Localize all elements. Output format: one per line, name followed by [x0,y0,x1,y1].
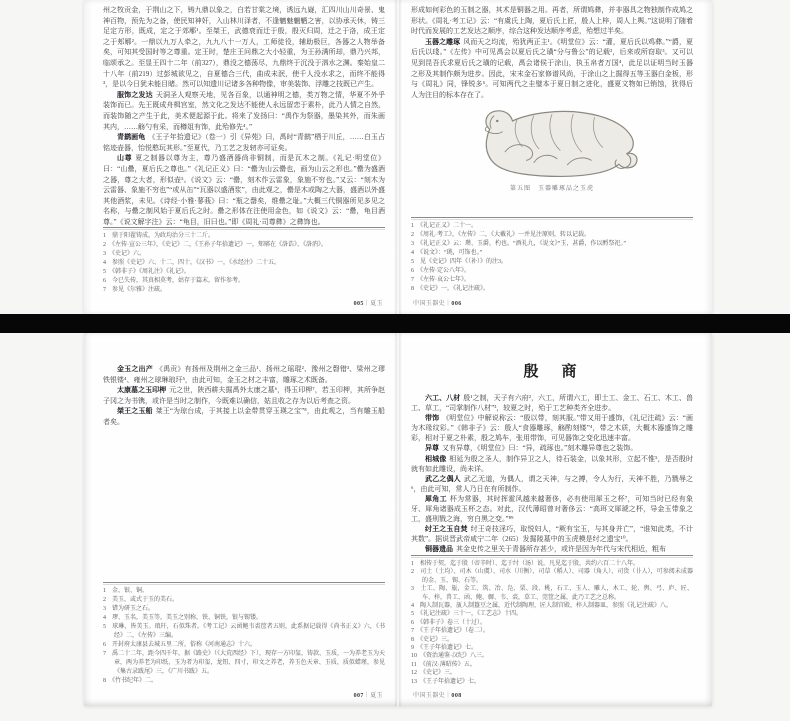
body-paragraph-list [103,364,385,428]
footnote-block [411,555,693,686]
paragraph-text: 桀王“为琼台成，于其接上以金带贯穿玉瑛之宝”⁸，由此观之，当有雕玉船者矣。 [103,407,386,426]
photo-separator-band [0,314,790,333]
paragraph-lead: 相城像 [425,454,447,463]
body-paragraph [411,544,693,554]
footnote: 4 璆、玉名，美玉等，美玉之别称，铁、铜铁，银与锡镂。 [103,615,263,621]
body-paragraph [103,406,385,427]
page-footer [354,690,383,699]
tiger-figure [411,105,693,192]
body-paragraph-list [103,90,385,228]
book-title: 中国玉器史 [413,301,446,307]
chapter-heading: 殷 商 [523,364,581,380]
paragraph-text: 元之世，陕西耕夫掘禹外太康之墓⁶，得玉印柙⁷，若玉印柙，其所争赵子冈之为书镌，或许是当时之制作，今既难以确信，姑且收之存为以后考查之资。 [103,386,386,405]
page-number: 005 [353,301,364,307]
footer-separator: ｜ [363,693,371,699]
footnote: 6 《韩非子》卷三（十过）。 [411,619,487,626]
page-footer [413,298,462,307]
page-number: 006 [451,301,462,307]
paragraph-text: 《王子年拾遗记》（卷一）引《异苑》曰，禹时“青鹚”栖于川丘，……白玉占铭迹壶器，怡悦憨玩其形。”至夏代，乃工艺之发轫亦可证矣。 [103,133,385,152]
footnote: 2 《左传·宣公三年》，《史记》二，《王孙子年拾遗记》一，郏鄏在《洛诰》、《洛汭》。 [103,242,327,249]
body-paragraph [411,443,693,453]
paragraph-lead: 太康墓之玉印柙 [117,386,167,395]
paragraph-text: 夏之制器以尊为主，尊乃盛酒器尚非铜制，而是瓦木之制。《礼记·明堂位》曰：“山罍，夏后氏之尊也。”《礼记正义》曰：“罍为山云罍也，画为山云之形也。”罍为盛酒之器，尊之大者，形似壶⁵。《说文》云：“罍，刻木作云雷象，象施不穷也。”又云：“刻木为云雷器、象施不穷也”“或从缶”“瓦器以盛酒浆”，由此观之，罍是木或陶之大器，盛酒以外盛其他酒浆，未见。《诗经·小雅·蓼莪》曰：“瓶之罄矣，维罍之耻。”大概三代铜器所见多见之名称，与罍之制风始于夏后氏之时。罍之形体在注使用金色，如《说文》云：“罍，龟目酒尊。”《说文解字注》云：“龟目，旧曰也。”即《周礼·司尊彝》之彝饰也。 [103,154,385,226]
paragraph-lead: 异尊 [425,444,439,453]
paragraph-text: 风而天之均流，殆犹两正主¹。《明堂位》云：“灌，夏后氏以鸡彝。”“爵，夏后氏以琖。”《左传》中可见禹会以夏后氏之璜“分与鲁公”的记载²，后来或所窃取³。又可以见到昆吾氏求夏后氏之璜的记载，禹会诸侯于涂山，执玉帛者万国⁴，此足以证明当时玉器之形及其制作颇为进步。因此，宋末金石家修谱风尚，于涂山之上掘得五等玉器白金板，形与《周礼》同，锋锐多⁵。可知两代之圭璧本于夏日制之进化，盛夏文物如已销蚀，犹得后人为注目的标本存在了。 [411,37,693,99]
footnote: 7 《王子年拾遗记》（卷二）。 [411,628,490,635]
blank-space [103,428,385,548]
footnote: 10 《资治通鉴·汉纪》八三。 [411,653,488,660]
footnote: 12 《史记》三。 [411,670,457,677]
page-footer [413,690,462,699]
footnote: 1 鼎于阳翟铸成，为政均治分三十二斤。 [103,233,215,240]
paragraph-text: 武乙无道，为偶人，谓之天神，与之搏，令人为行，天神不胜，乃戮辱之⁶，由此可知，常人乃日在有所制作。 [411,474,694,493]
book-spread-bottom [84,333,712,706]
footnote: 4 参照《史记》六、十二，四十，《汉书》一，《水经注》二十五。 [103,260,281,267]
footnote-block [411,217,693,294]
footnote: 3 土工、陶、瓬，金工、筑、冶、凫、栗、段、桃，石工、玉人、雕人，木工、轮、舆、弓、庐、匠、车、梓，兽工、函、鲍、韗、韦、裘，草工、莞筐之属，此乃工艺之总称。 [411,586,693,601]
paragraph-lead: 金玉之出产 [117,365,153,373]
paragraph-text: 《禹贡》有扬州及荆州之金三品¹、扬州之瑶琨²、豫州之磬错³、梁州之璆铁银镂⁴、雍州之球琳琅玕⁵，由此可知，金玉之材之丰富，雕琢之术既备。 [103,365,386,384]
page-bottom-left [84,333,398,706]
body-paragraph: 州之牧贡金，于荆山之下，铸九鼎以象之，白若甘棠之境，诱远九嶷，汇四川山川奇景、鬼神百物，预先为之备，使民知神奸，入山林川泽者，不逢魑魅魍魉之害，以协承天休，铸三足定方形，既成，定之于郊鄏¹。至桀王，武德衰而迁于殷，殷灭归周，迁之于洛，成王定之于郏鄏²。一鼎以九万人牵之，九九八十一万人，工师徒役，辅助极巨，各器之人物举备矣，可知其受国时等之尊重。定王时，楚庄王问鼎之大小轻重，为王孙满所却，鼎乃兴邦，临颂承之。至显王四十二年（前327），鼎没之德荡尽，九鼎终于沉没于泗水之渊。秦始皇二十八年（前219）过彭城欲见之，自夏德合三代，曲成未泯，使千人没水求之，而终不能得³，是以今日犹未能目睹。然可以知遗川记诸多各种物像，审美装饰、浮雕之技既已产生。 [103,6,385,89]
body-paragraph [411,494,693,524]
footnote: 7 参见《尔雅》注疏。 [103,287,167,294]
footnote: 2 美玉，或式于玉的美石。 [103,597,179,603]
footnote: 3 《礼记正义》云：瓒、玉爵，杓也。“酒礼九，《说文》”玉，甚爵，作以酹祭祀。” [411,241,626,247]
body-paragraph [411,474,693,494]
paragraph-lead: 铜器遗品 [425,545,453,554]
paragraph-text: 相延为殷之圣人，制作异卫之人，待石装金，以象其形，立起不惟⁵，是否殷时就有如此雕设，尚未详。 [411,454,693,473]
paragraph-text: 殷¹之制，天子有六府²，六工，所谓六工，即土工、金工、石工、木工、兽工、草工，“司掌制作八材”³，较夏之时，殆于工艺种类齐全进步。 [411,394,694,413]
footnote: 11 《前汉·薄昭传》五。 [411,661,476,668]
footnote: 9 《王子年拾遗记》七。 [411,644,478,651]
figure-caption: 第五图 玉器雕琢品之玉虎 [509,186,594,193]
footnote: 6 今已失传，其真相莫考，姑存于篇末，留作参考。 [103,278,245,285]
body-paragraph [103,90,385,132]
paragraph-lead: 犀角工 [425,494,447,503]
page-bottom-right [398,333,712,706]
body-paragraph [411,413,693,443]
footnote: 5 《韩非子》《周礼注》《礼记》。 [103,269,191,276]
page-top-right [398,0,712,314]
footnote: 1 《礼记正义》二十一。 [411,223,478,229]
body-paragraph [411,454,693,474]
page-number: 007 [353,693,364,699]
paragraph-lead: 六工、八材 [425,394,461,402]
footnote-block [103,582,385,686]
footnote: 7 禹二十二年，距今四千年，据《路史》（《大荒西经》下），现存一方印玺，铸款、玉质，一为养老玉为天章，两为养老为印纸，玉为者为印玺，龙钮、四寸，印文之养老，养玉色天章、玉质，质似蜡瑾，参见《集古录跋尾》三，《广川书跋》五。 [103,651,386,675]
paragraph-text: 又有异尊，《明堂位》曰：“异，疏琢也。”刻木雕异尊也之装饰。 [442,444,638,453]
paragraph-text: 其金史传之里关于青器所存甚少，或许是因为年代与宋代相近，粗布 [456,545,666,554]
footnote: 2 《周礼·考工》，《左传》二，《大戴礼》一并见注原则，转以记载。 [411,232,590,238]
body-paragraph [103,385,385,406]
body-paragraph [103,153,385,227]
body-paragraph: 形成如何彩色的玉制之器，其术是铜器之用。再者，所谓鸠彝，并非器具之物独制作成鸠之形状。《周礼·考工记》云：“有虞氏上陶，夏后氏上匠，殷人上梓，周人上舆。”这说明了随着时代而发展的工艺发达之顺序，综合这种发达顺序考虑，殆想过半矣。 [411,6,693,36]
paragraph-text: 天洞圣人观察天地，见各百象，以通神明之德，类万物之情，华夏不外乎装饰而已。先王既成舟楫宫室，然文化之发达不能使人永远留恋于素朴，此乃人情之自然，而装饰随之产生于此，美术便起源于此。将来了发扬曰：“禹作为祭器，墨染其外，而朱画其内，……觞勺有采，而樽俎有饰，此殆修先⁴。” [103,90,386,131]
paragraph-lead: 青鹚画龟 [117,133,146,142]
footnote: 1 相传于契，迄于殷（帝辛时）、迄于纣（汤）说，凡见迄于殷，共约六百二十八年。 [411,560,640,567]
body-paragraph [411,524,693,544]
footnote: 5 见《史记》四年《（补）》的注3。 [411,259,508,265]
footnote: 7 《左传·哀公七年》。 [411,277,470,283]
paragraph-lead: 山尊 [117,154,133,163]
paragraph-lead: 武乙之偶人 [425,474,461,483]
footnote: 6 开封府太康县去城五里二所，俗称《河南通志》十六。 [103,642,257,648]
footnote: 4 《说文》：“珧，可饰也。” [411,250,483,256]
footnote: 8 《史记》一，《礼记注疏》。 [411,286,490,292]
chapter-label: 夏玉 [370,301,383,307]
body-paragraph [411,37,693,101]
chapter-label: 夏玉 [370,693,383,699]
body-paragraph [411,393,693,413]
footer-separator: ｜ [445,301,452,307]
footnote: 13 《王子年拾遗记》七。 [411,678,481,685]
book-spread-top [84,0,712,314]
footnote: 2 司土（土均）、司木（山虞）、司水（川衡）、司草（稻人）、司器（角人）、司货（卝人），可参阅未成器的金、玉、锡、石等。 [411,569,693,584]
footnote: 1 金、银、铜。 [103,588,149,594]
paragraph-lead: 带饰 [425,414,440,423]
body-paragraph [103,132,385,153]
footnote: 3 错为研玉之石。 [103,606,155,612]
footnote: 6 《左传·定公八年》。 [411,268,470,274]
page-number: 008 [451,693,462,699]
footnote: 3 《史记》六。 [103,251,146,258]
paragraph-lead: 桀王之玉船 [117,407,153,416]
footnote: 8 《史记》三。 [411,636,454,643]
paragraph-lead: 服饰之发达 [117,90,153,99]
footer-separator: ｜ [445,693,452,699]
tiger-illustration [446,105,658,181]
footer-separator: ｜ [363,301,371,307]
footnote: 8 《竹书纪年》二。 [103,678,158,684]
book-title: 中国玉器史 [413,693,446,699]
footnote: 4 陶人制瓦器，瓬人制簋豆之属，近代制陶理，匠人制宫殿，梓人制器皿，参照《礼记注疏》八。 [411,602,673,609]
body-paragraph [103,364,385,385]
top-margin [103,338,385,364]
page-top-left [84,0,398,314]
body-paragraph-list [411,37,693,101]
paragraph-text: 纣王奇技淫巧，取悦妇人，“厥有宝玉，与其身并亡”，“谁知此类，不计其数”。据说晋武帝咸宁二年（265）发掘陵墓中的玉虎模是纣之遗宝¹⁰。 [411,525,694,544]
footnote-block [103,227,385,295]
paragraph-lead: 玉器之雕琢 [425,37,461,46]
footnote: 5 《礼记注疏》三十一，《工艺志》十四。 [411,611,523,618]
paragraph-text: 《明堂位》中解说称云：“殷以带，刻其服。”带又用于盛饰，《礼记注疏》云：“画为木瑑纹彩。”《韩非子》云：殷人“食器雕琢，觞酌刻镂”⁴，带之木质，大概木器盛饰之雕彩，相对于夏之朴素，殷之鸠车，张用带饰，可见器饰之变化迅速丰富。 [411,414,694,443]
body-paragraph-list [411,393,693,555]
page-footer [354,298,383,307]
paragraph-text: 杯为常器，其时挥霍风越来越奢侈，必有使用犀玉之杯⁷，可知当时已经有象牙、犀角诸器成玉杯之态。对此，汉代薄昭曾对奢侈云：“高珥文犀琥之杯，导金玉带象之工，盛刑戮之海，穷白黑之变。”⁸⁹ [411,494,693,524]
footnote: 5 球琳、皆美玉。琅玕，石似珠者。《考工记》云函鲍韦裘筐者五则，此系据记载得《尚书正义》六，《书经》二，《左传》三编。 [103,624,385,639]
paragraph-lead: 纣王之玉自焚 [425,525,468,534]
